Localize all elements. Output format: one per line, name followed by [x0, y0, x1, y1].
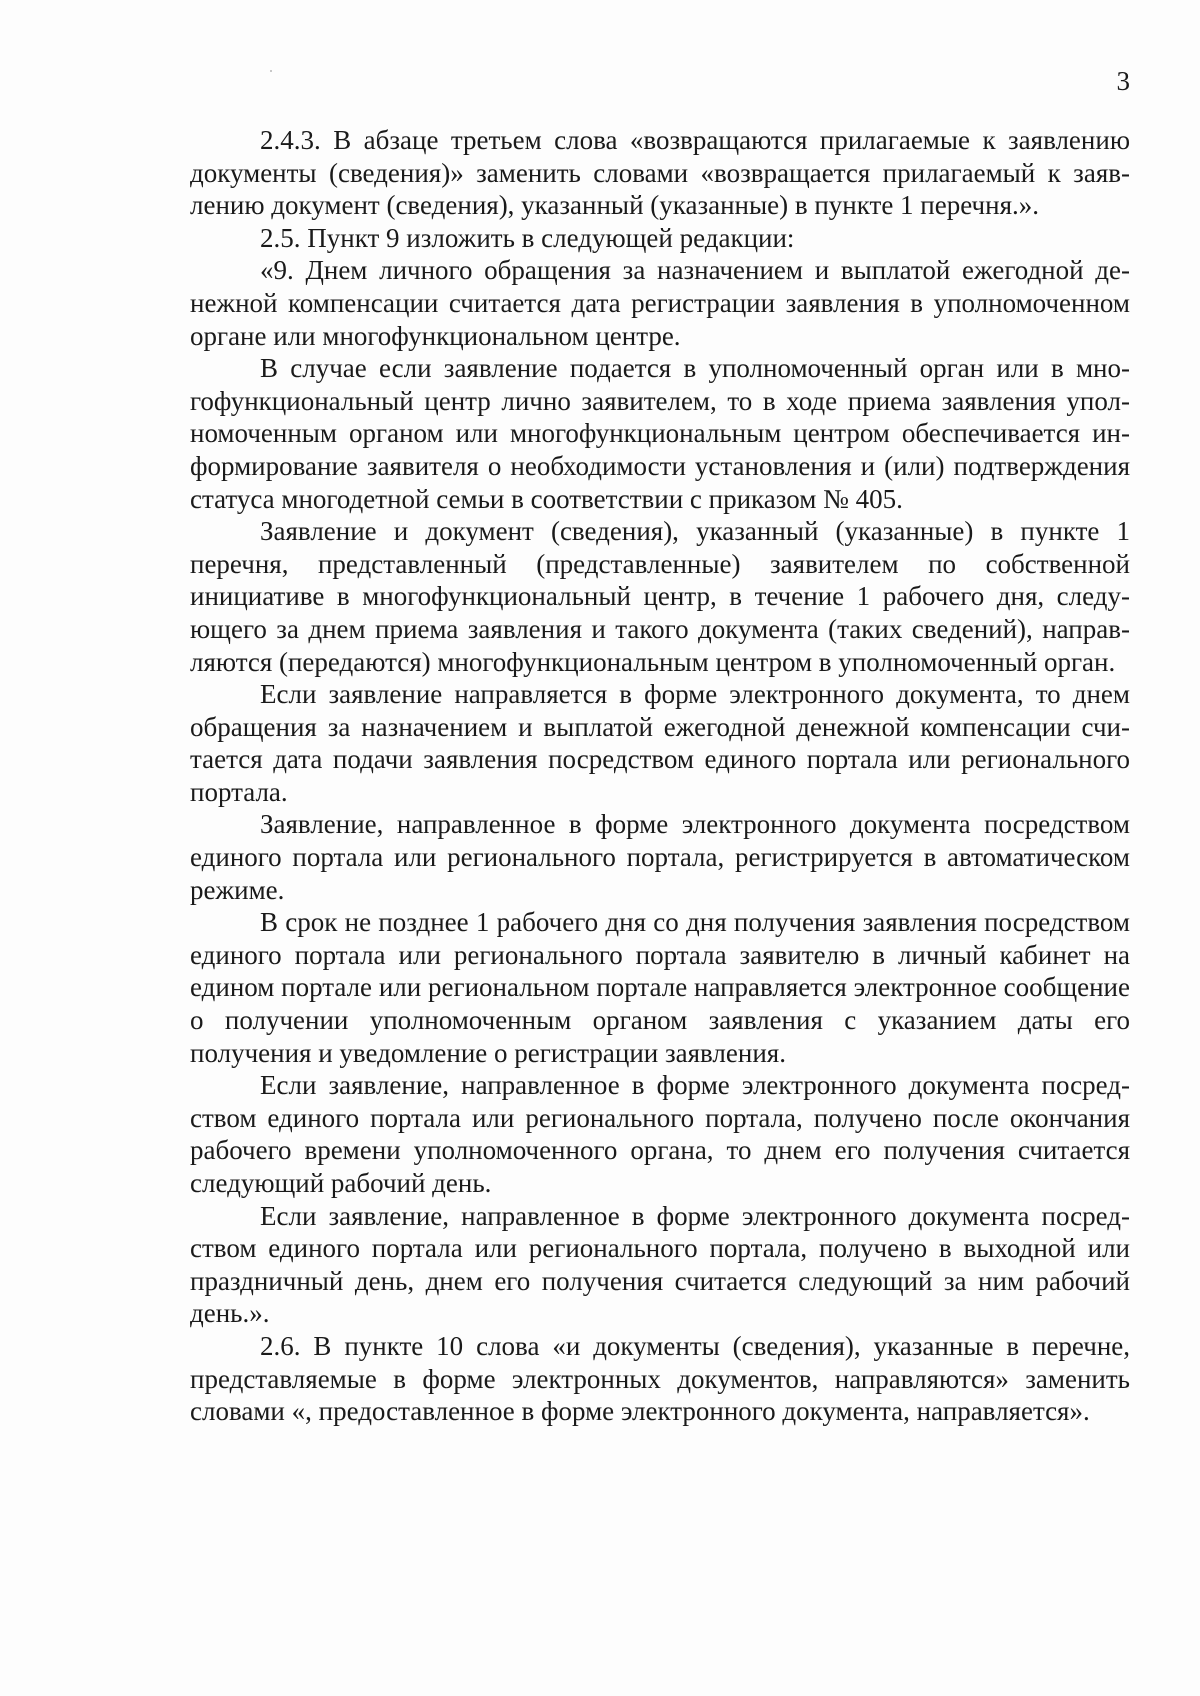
paragraph-2-5: 2.5. Пункт 9 изложить в следующей редакции:	[260, 222, 795, 253]
paragraph-after-hours: Если заявление, направленное в форме электронного документа посредством единого портала или регионального портала, получено после окончания рабочего времени уполномоченного органа, то днем его получения считается следующий рабочий день.	[190, 1070, 1130, 1198]
paragraph-holiday: Если заявление, направленное в форме электронного документа посредством единого портала или регионального портала, получено в выходной или праздничный день, днем его получения считается следующий за ним рабочий день.».	[190, 1200, 1130, 1329]
document-body	[190, 124, 1130, 1428]
paragraph-2-6: 2.6. В пункте 10 слова «и документы (сведения), указанные в перечне, представляемые в форме электронных документов, направляются» заменить словами «, предоставленное в форме электронного документа, направляется».	[190, 1330, 1130, 1427]
paragraph-auto-registration: Заявление, направленное в форме электронного документа посредством единого портала или регионального портала, регистрируется в автоматическом режиме.	[190, 809, 1130, 905]
paragraph-mfc-transfer: Заявление и документ (сведения), указанный (указанные) в пункте 1 перечня, представленный (представленные) заявителем по собственной инициативе в многофункциональный центр, в течение 1 рабочего дня, следующего за днем приема заявления и такого документа (таких сведений), направляются (передаются) многофункциональным центром в уполномоченный орган.	[190, 516, 1130, 677]
paragraph-2-4-3: 2.4.3. В абзаце третьем слова «возвращаются прилагаемые к заявлению документы (сведения)» заменить словами «возвращается прилагаемый к заявлению документ (сведения), указанный (указанные) в пункте 1 перечня.».	[190, 125, 1130, 221]
paragraph-personal-submission: В случае если заявление подается в уполномоченный орган или в многофункциональный центр лично заявителем, то в ходе приема заявления уполномоченным органом или многофункциональным центром обеспечивается информирование заявителя о необходимости установления и (или) подтверждения статуса многодетной семьи в соответствии с приказом № 405.	[190, 353, 1130, 514]
paragraph-electronic-submission: Если заявление направляется в форме электронного документа, то днем обращения за назначением и выплатой ежегодной денежной компенсации считается дата подачи заявления посредством единого портала или регионального портала.	[190, 679, 1130, 807]
paragraph-notification: В срок не позднее 1 рабочего дня со дня получения заявления посредством единого портала или регионального портала заявителю в личный кабинет на едином портале или региональном портале направляется электронное сообщение о получении уполномоченным органом заявления с указанием даты его получения и уведомление о регистрации заявления.	[190, 907, 1130, 1068]
page-number: 3	[1116, 66, 1130, 96]
scan-speck	[270, 70, 272, 72]
paragraph-9-intro: «9. Днем личного обращения за назначением и выплатой ежегодной денежной компенсации считается дата регистрации заявления в уполномоченном органе или многофункциональном центре.	[190, 255, 1130, 351]
